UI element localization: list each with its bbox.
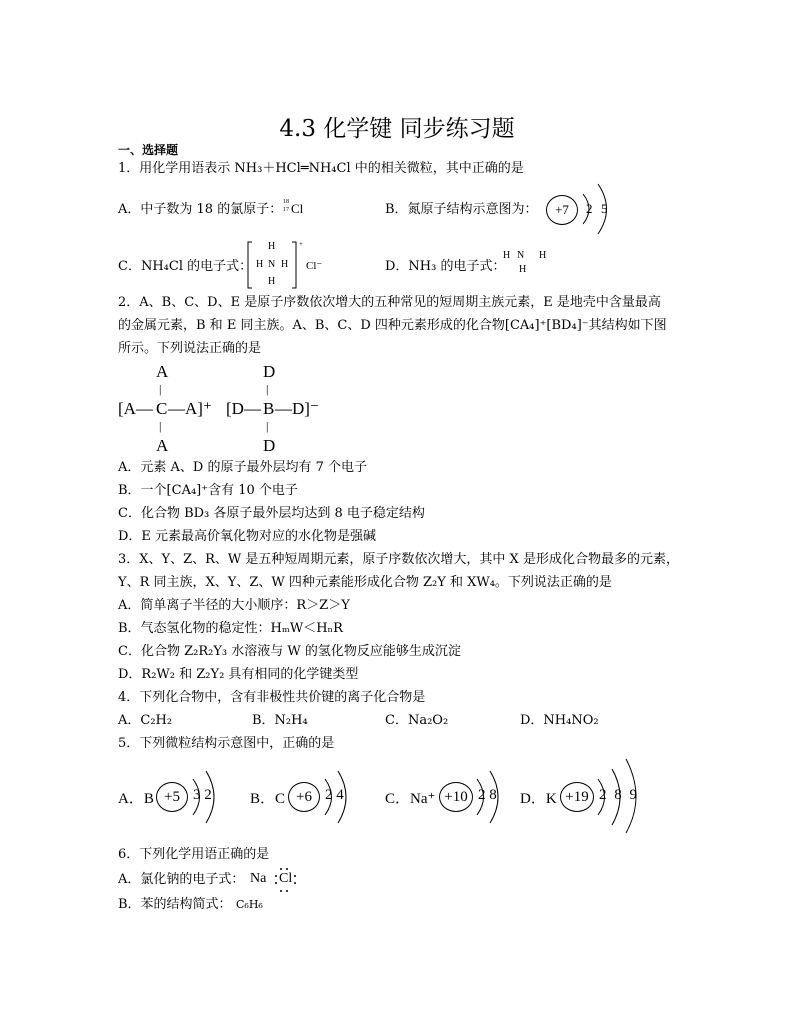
q2-line1: 2．A、B、C、D、E 是原子序数依次增大的五种常见的短周期主族元素，E 是地壳中含量最高 <box>118 295 661 310</box>
q6-stem: 6．下列化学用语正确的是 <box>118 847 270 862</box>
q3-option-c: C．化合物 Z₂R₂Y₃ 水溶液与 W 的氢化物反应能够生成沉淀 <box>118 644 461 659</box>
atom-d-top: D <box>263 362 276 381</box>
q3-option-d: D．R₂W₂ 和 Z₂Y₂ 具有相同的化学键类型 <box>118 667 359 682</box>
q1-stem: 1．用化学用语表示 NH₃＋HCl═NH₄Cl 中的相关微粒，其中正确的是 <box>118 161 524 176</box>
bond-vertical-top: | <box>159 382 162 396</box>
page-title: 4.3 化学键 同步练习题 <box>279 116 515 142</box>
q3-option-a: A．简单离子半径的大小顺序：R＞Z＞Y <box>118 598 350 613</box>
mass-number: 18 <box>283 199 289 205</box>
shell-1-count: 2 <box>586 201 593 216</box>
q2-option-d: D．E 元素最高价氧化物对应的水化物是强碱 <box>118 529 377 544</box>
shell-counts: 2 8 <box>478 787 497 803</box>
shell-2-count: 5 <box>601 201 608 216</box>
q1-nuclide-symbol <box>283 199 313 221</box>
bond-vertical-top-2: | <box>266 382 269 396</box>
option-d-label: D．K <box>520 791 557 807</box>
benzene-formula: C₆H₆ <box>236 898 263 911</box>
q2-structure-figure <box>118 362 338 454</box>
q4-option-a: A．C₂H₂ <box>118 713 173 728</box>
q1-option-b: B．氮原子结构示意图为： <box>385 202 538 217</box>
nucleus-circle: +19 <box>560 782 594 812</box>
ammonia-lewis <box>503 248 553 280</box>
atom-b: B <box>263 399 275 418</box>
chlorine-symbol: Cl <box>279 871 293 886</box>
q4-option-d: D．NH₄NO₂ <box>520 713 599 728</box>
q3-line2: Y、R 同主族，X、Y、Z、W 四种元素能形成化合物 Z₂Y 和 XW₄。下列说法正确的是 <box>118 575 612 590</box>
q2-option-c: C．化合物 BD₃ 各原子最外层均达到 8 电子稳定结构 <box>118 506 425 521</box>
sodium-symbol: Na <box>250 871 267 886</box>
n-center: N <box>517 250 525 261</box>
electron-shell-arcs <box>118 765 238 831</box>
q5-option-a-diagram <box>118 765 238 831</box>
ammonium-chloride-lewis <box>246 240 336 292</box>
q2-line3: 所示。下列说法正确的是 <box>118 341 262 356</box>
bond-vertical-bottom-2: | <box>266 419 269 433</box>
q3-option-b: B．气态氢化物的稳定性：HₘW＜HₙR <box>118 621 343 636</box>
h-right: H <box>539 250 547 261</box>
h-top: H <box>268 241 276 252</box>
q2-option-b: B．一个[CA₄]⁺含有 10 个电子 <box>118 483 298 498</box>
n-center: N <box>268 259 276 270</box>
nucleus-circle: +5 <box>156 782 188 812</box>
q4-stem: 4．下列化合物中，含有非极性共价键的离子化合物是 <box>118 690 426 705</box>
nucleus-circle: +10 <box>439 782 473 812</box>
right-d-bracket: —D]⁻ <box>275 399 319 418</box>
bracket-lines <box>246 240 306 292</box>
option-a-label: A．B <box>118 791 154 807</box>
q4-option-b: B．N₂H₄ <box>252 713 308 728</box>
q6-option-a: A．氯化钠的电子式： <box>118 872 245 887</box>
h-left: H <box>256 259 264 270</box>
shell-counts: 3 2 <box>193 787 212 803</box>
atom-a-top: A <box>156 362 169 381</box>
bond-vertical-bottom: | <box>159 419 162 433</box>
left-bracket-a: [A— <box>118 399 153 418</box>
q1-option-d: D．NH₃ 的电子式： <box>385 259 506 274</box>
q5-option-c-diagram <box>385 765 525 831</box>
q1-option-a: A．中子数为 18 的氯原子： <box>118 202 283 217</box>
shell-counts: 2 4 <box>325 787 344 803</box>
nucleus-circle: +7 <box>546 195 578 225</box>
q5-stem: 5．下列微粒结构示意图中，正确的是 <box>118 736 335 751</box>
q4-option-c: C．Na₂O₂ <box>385 713 449 728</box>
option-b-label: B．C <box>250 791 286 807</box>
q2-option-a: A．元素 A、D 的原子最外层均有 7 个电子 <box>118 460 367 475</box>
atomic-number: 17 <box>283 207 289 213</box>
q5-option-b-diagram <box>250 765 370 831</box>
h-left: H <box>503 250 511 261</box>
left-bracket-d: [D— <box>226 399 261 418</box>
q2-line2: 的金属元素，B 和 E 同主族。A、B、C、D 四种元素形成的化合物[CA₄]⁺[BD₄]⁻其结构如下图 <box>118 318 667 333</box>
q3-line1: 3．X、Y、Z、R、W 是五种短周期元素，原子序数依次增大，其中 X 是形成化合物最多的元素， <box>118 552 679 567</box>
h-bottom: H <box>519 264 527 275</box>
q5-option-d-diagram <box>520 755 680 835</box>
electron-shell-arcs <box>250 765 370 831</box>
cation-charge: + <box>299 240 303 248</box>
atom-c: C <box>156 399 168 418</box>
sodium-chloride-lewis <box>250 866 300 894</box>
electron-dots <box>250 866 300 894</box>
q6-option-b: B．苯的结构简式： <box>118 897 232 912</box>
atom-a-bottom: A <box>156 436 169 455</box>
nitrogen-atom-diagram <box>543 180 613 240</box>
option-c-label: C．Na⁺ <box>385 791 436 807</box>
h-right: H <box>281 259 289 270</box>
chloride-ion: Cl⁻ <box>306 260 323 272</box>
right-a-bracket: —A]⁺ <box>168 399 212 418</box>
q1-option-c: C．NH₄Cl 的电子式： <box>118 259 253 274</box>
element-symbol: Cl <box>291 201 304 216</box>
atom-d-bottom: D <box>263 436 276 455</box>
shell-counts: 2 8 9 <box>599 787 639 803</box>
h-bottom: H <box>268 276 276 287</box>
section-heading: 一、选择题 <box>118 143 179 157</box>
electron-shell-arcs <box>385 765 525 831</box>
nucleus-circle: +6 <box>288 782 320 812</box>
